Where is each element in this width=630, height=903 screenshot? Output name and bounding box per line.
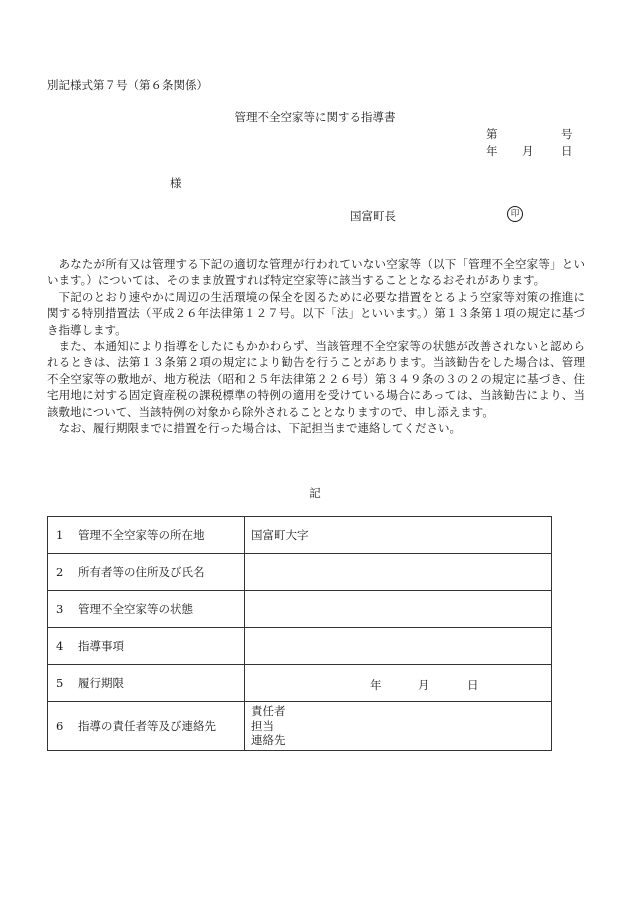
date-year: 年 (486, 144, 498, 158)
seal-mark: 印 (507, 206, 523, 222)
item-label: 履行期限 (78, 676, 124, 690)
document-title: 管理不全空家等に関する指導書 (234, 110, 396, 124)
item-label-cell (48, 517, 245, 554)
contact-phone: 連絡先 (251, 733, 286, 748)
item-label: 所有者等の住所及び氏名 (78, 565, 205, 579)
item-value-owner (245, 554, 552, 591)
item-number: 3 (56, 602, 64, 616)
recipient-suffix: 様 (170, 176, 182, 190)
item-number: 6 (56, 719, 64, 733)
deadline-day: 日 (467, 678, 479, 692)
table-row (48, 665, 552, 702)
table-row (48, 702, 552, 751)
contact-person: 担当 (251, 718, 274, 733)
ki-heading: 記 (309, 486, 321, 500)
form-number: 別記様式第７号（第６条関係） (47, 78, 208, 92)
item-number: 4 (56, 639, 64, 653)
item-number: 1 (56, 528, 64, 542)
body-text (47, 256, 585, 436)
item-label-cell (48, 591, 245, 628)
item-label-cell (48, 628, 245, 665)
deadline-month: 月 (418, 678, 430, 692)
contact-responsible: 責任者 (251, 704, 286, 719)
item-value-condition (245, 591, 552, 628)
item-label: 管理不全空家等の状態 (78, 602, 193, 616)
body-paragraph: 下記のとおり速やかに周辺の生活環境の保全を図るために必要な措置をとるよう空家等対策の推進に関する特別措置法（平成２６年法律第１２７号。以下「法」といいます。）第１３条第１項の規定に基づき指導します。 (47, 289, 585, 337)
deadline-date-cell (245, 665, 552, 702)
table-row (48, 591, 552, 628)
details-table (47, 516, 552, 751)
date-month: 月 (522, 144, 534, 158)
item-label-cell (48, 665, 245, 702)
item-number: 5 (56, 676, 64, 690)
table-row (48, 554, 552, 591)
item-number: 2 (56, 565, 64, 579)
item-label-cell (48, 554, 245, 591)
item-value-guidance (245, 628, 552, 665)
table-row (48, 628, 552, 665)
item-label: 指導事項 (78, 639, 124, 653)
date-day: 日 (561, 144, 573, 158)
table-row (48, 517, 552, 554)
deadline-year: 年 (370, 678, 382, 692)
number-prefix: 第 (486, 127, 498, 141)
body-paragraph: あなたが所有又は管理する下記の適切な管理が行われていない空家等（以下「管理不全空家等」といいます。）については、そのまま放置すれば特定空家等に該当することとなるおそれがあります。 (47, 257, 585, 288)
body-paragraph: なお、履行期限までに措置を行った場合は、下記担当まで連絡してください。 (58, 421, 461, 436)
body-paragraph: また、本通知により指導をしたにもかかわらず、当該管理不全空家等の状態が改善されないと認められるときは、法第１３条第２項の規定により勧告を行うことがあります。当該勧告をした場合は、管理不全空家等の敷地が、地方税法（昭和２５年法律第２２６号）第３４９条の３の２の規定に基づき、住宅用地に対する固定資産税の課税標準の特例の適用を受けている場合にあっては、当該勧告により、当該敷地について、当該特例の対象から除外されることとなりますので、申し添えます。 (47, 339, 585, 419)
number-suffix: 号 (561, 127, 573, 141)
issuer-name: 国富町長 (350, 209, 396, 223)
item-label: 指導の責任者等及び連絡先 (78, 719, 216, 733)
contact-cell (245, 702, 552, 751)
item-label-cell (48, 702, 245, 751)
item-value-location: 国富町大字 (245, 517, 552, 554)
item-label: 管理不全空家等の所在地 (78, 528, 205, 542)
